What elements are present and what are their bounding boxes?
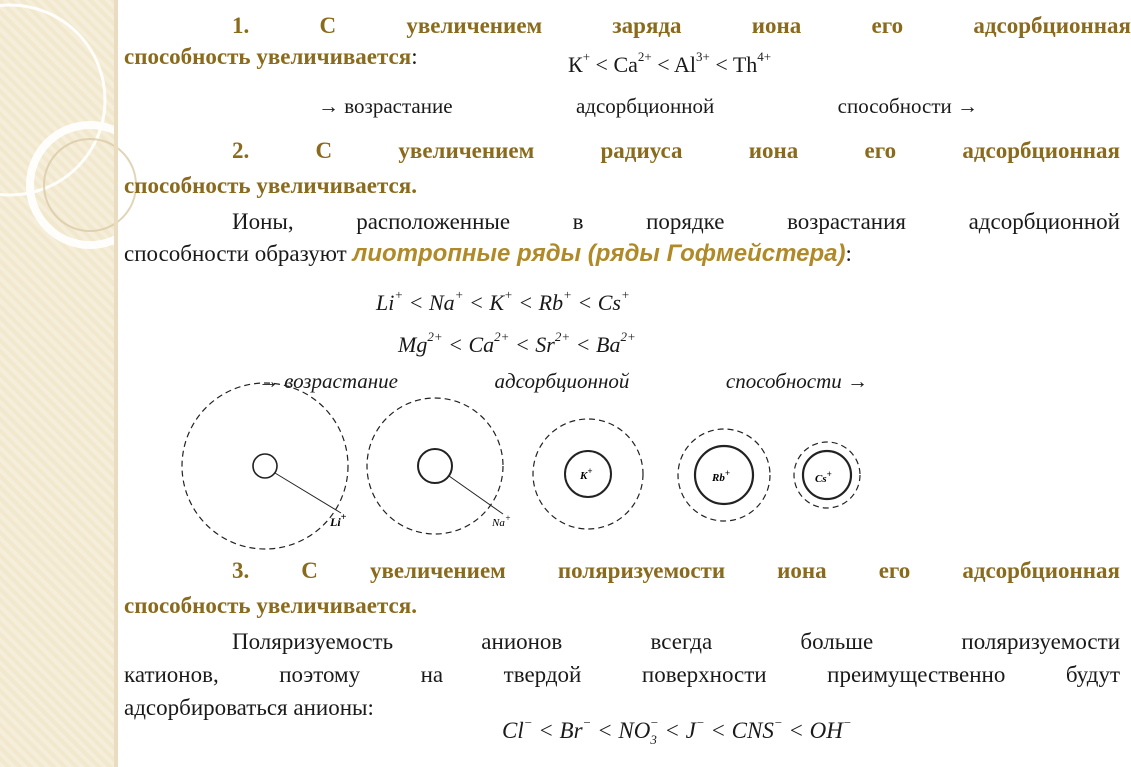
ion-li: Li+ <box>376 287 404 315</box>
less-than-sign: < <box>788 718 804 743</box>
para1-word: адсорбционной <box>968 209 1120 234</box>
less-than-sign: < <box>710 718 726 743</box>
rule3-line1 <box>232 557 1120 585</box>
ion-br: Br− <box>559 715 592 743</box>
less-than-sign: < <box>577 290 593 315</box>
para1-word: Ионы, <box>232 209 294 234</box>
para1-line2 <box>124 240 852 268</box>
ion-radius-diagram <box>118 388 1024 550</box>
ion-cs: Cs+ <box>597 287 630 315</box>
para2-line2 <box>124 661 1120 689</box>
ion-k: K+ <box>489 287 513 315</box>
ion-ca: $Ca^{2+}$ <box>468 329 510 357</box>
ion-cs-diagram <box>794 442 860 508</box>
ion-li-diagram <box>182 383 348 549</box>
ion-cl: Cl− <box>502 715 533 743</box>
increase-left: → возрастание <box>258 369 398 393</box>
para1-line2-text: способности образуют <box>124 241 353 266</box>
ion-label-k: K+ <box>580 466 593 482</box>
para2-word: всегда <box>650 629 713 654</box>
ion-ba: $Ba^{2+}$ <box>596 329 636 357</box>
series-alkaline-earth <box>398 329 636 358</box>
rule2-word: С <box>315 138 333 163</box>
rule1-word: увеличением <box>406 13 543 38</box>
para1-word: порядке <box>646 209 725 234</box>
rule3-word: увеличением <box>369 558 506 583</box>
ion-mg: $Mg^{2+}$ <box>398 329 443 357</box>
rule1-line2 <box>124 43 418 71</box>
para2-word: поляризуемости <box>961 629 1120 654</box>
increase-right: способности → <box>725 369 868 393</box>
rule1-line2-text: способность увеличивается <box>124 44 412 69</box>
rule3-word: иона <box>777 558 827 583</box>
increase-word: адсорбционной <box>494 369 630 393</box>
rule3-word: поляризуемости <box>557 558 726 583</box>
ion-cns: CNS− <box>731 715 783 743</box>
lyotropic-series-term: лиотропные ряды (ряды Гофмейстера) <box>352 240 846 267</box>
less-than-sign: < <box>518 290 534 315</box>
para2-word: будут <box>1065 662 1120 687</box>
ion-label-na: Na+ <box>492 513 511 529</box>
ion-no3: $NO_3^-$ <box>618 715 659 747</box>
series-anion <box>502 715 852 747</box>
less-than-sign: < <box>597 718 613 743</box>
rule2-word: увеличением <box>398 138 535 163</box>
para2-word: твердой <box>503 662 582 687</box>
series-alkali <box>376 287 630 316</box>
ion-k-diagram <box>533 419 643 529</box>
para2-word: на <box>420 662 444 687</box>
arrow-right-icon: → <box>318 94 339 118</box>
rule1-colon: : <box>411 44 418 69</box>
ion-k: К+ <box>568 49 591 77</box>
para1-line1 <box>232 208 1120 236</box>
rule2-line1 <box>232 137 1120 165</box>
para2-word: поверхности <box>641 662 767 687</box>
ion-label-rb: Rb+ <box>712 468 730 484</box>
less-than-sign: < <box>657 52 670 77</box>
less-than-sign: < <box>408 290 424 315</box>
ion-label-cs: Cs+ <box>815 469 832 485</box>
less-than-sign: < <box>514 332 530 357</box>
rule1-word: заряда <box>612 13 682 38</box>
para1-word: расположенные <box>356 209 511 234</box>
ion-th: $Th^{4+}$ <box>732 49 772 77</box>
ion-na-diagram <box>367 398 511 534</box>
rule1-number: 1. <box>232 13 250 38</box>
ion-j: J− <box>685 715 705 743</box>
para1-word: в <box>572 209 584 234</box>
less-than-sign: < <box>715 52 728 77</box>
rule3-word: его <box>878 558 911 583</box>
ion-label-li: Li+ <box>330 512 347 529</box>
arrow-right-icon: → <box>258 369 279 393</box>
para2-line1 <box>232 628 1120 656</box>
arrow-right-icon: → <box>846 369 868 393</box>
series-charge <box>568 49 772 78</box>
para2-word: Поляризуемость <box>232 629 394 654</box>
ion-na: Na+ <box>429 287 464 315</box>
rule2-word: его <box>864 138 897 163</box>
para2-word: поэтому <box>279 662 361 687</box>
less-than-sign: < <box>575 332 591 357</box>
rule1-word: иона <box>751 13 802 38</box>
less-than-sign: < <box>448 332 463 357</box>
increase-right: способности → <box>837 94 978 118</box>
para2-word: анионов <box>481 629 563 654</box>
ion-rb: Rb+ <box>538 287 572 315</box>
less-than-sign: < <box>468 290 484 315</box>
ion-al: $Al^{3+}$ <box>673 49 710 77</box>
ion-sr: $Sr^{2+}$ <box>535 329 571 357</box>
para2-word: преимущественно <box>827 662 1006 687</box>
rule1-word: С <box>319 13 337 38</box>
rule2-word: иона <box>748 138 799 163</box>
para2-word: катионов, <box>124 662 219 687</box>
rule3-word: адсорбционная <box>962 558 1120 583</box>
rule2-word: адсорбционная <box>962 138 1120 163</box>
decorative-sidebar <box>0 0 114 767</box>
rule3-number: 3. <box>232 558 250 583</box>
para1-colon: : <box>845 241 852 266</box>
rule2-line2: способность увеличивается. <box>124 173 417 198</box>
para2-line3: адсорбироваться анионы: <box>124 695 374 720</box>
ion-rb-diagram <box>678 429 770 521</box>
rule3-line2: способность увеличивается. <box>124 593 417 618</box>
rule3-word: С <box>301 558 318 583</box>
decorative-rings <box>0 0 114 767</box>
rule1-word: его <box>871 13 904 38</box>
rule2-number: 2. <box>232 138 250 163</box>
increase-left: → возрастание <box>318 94 453 118</box>
less-than-sign: < <box>538 718 554 743</box>
arrow-right-icon: → <box>957 94 978 118</box>
ion-ca: $Ca^{2+}$ <box>613 49 652 77</box>
increase-row-1 <box>318 94 978 119</box>
para1-word: возрастания <box>787 209 907 234</box>
rule1-word: адсорбционная <box>973 13 1131 38</box>
rule2-word: радиуса <box>600 138 683 163</box>
increase-word: адсорбционной <box>575 94 715 118</box>
para2-word: больше <box>800 629 874 654</box>
slide-content <box>118 0 1131 767</box>
ion-oh: OH− <box>809 715 852 743</box>
rule1-line1 <box>232 12 1131 40</box>
less-than-sign: < <box>664 718 680 743</box>
less-than-sign: < <box>595 52 608 77</box>
